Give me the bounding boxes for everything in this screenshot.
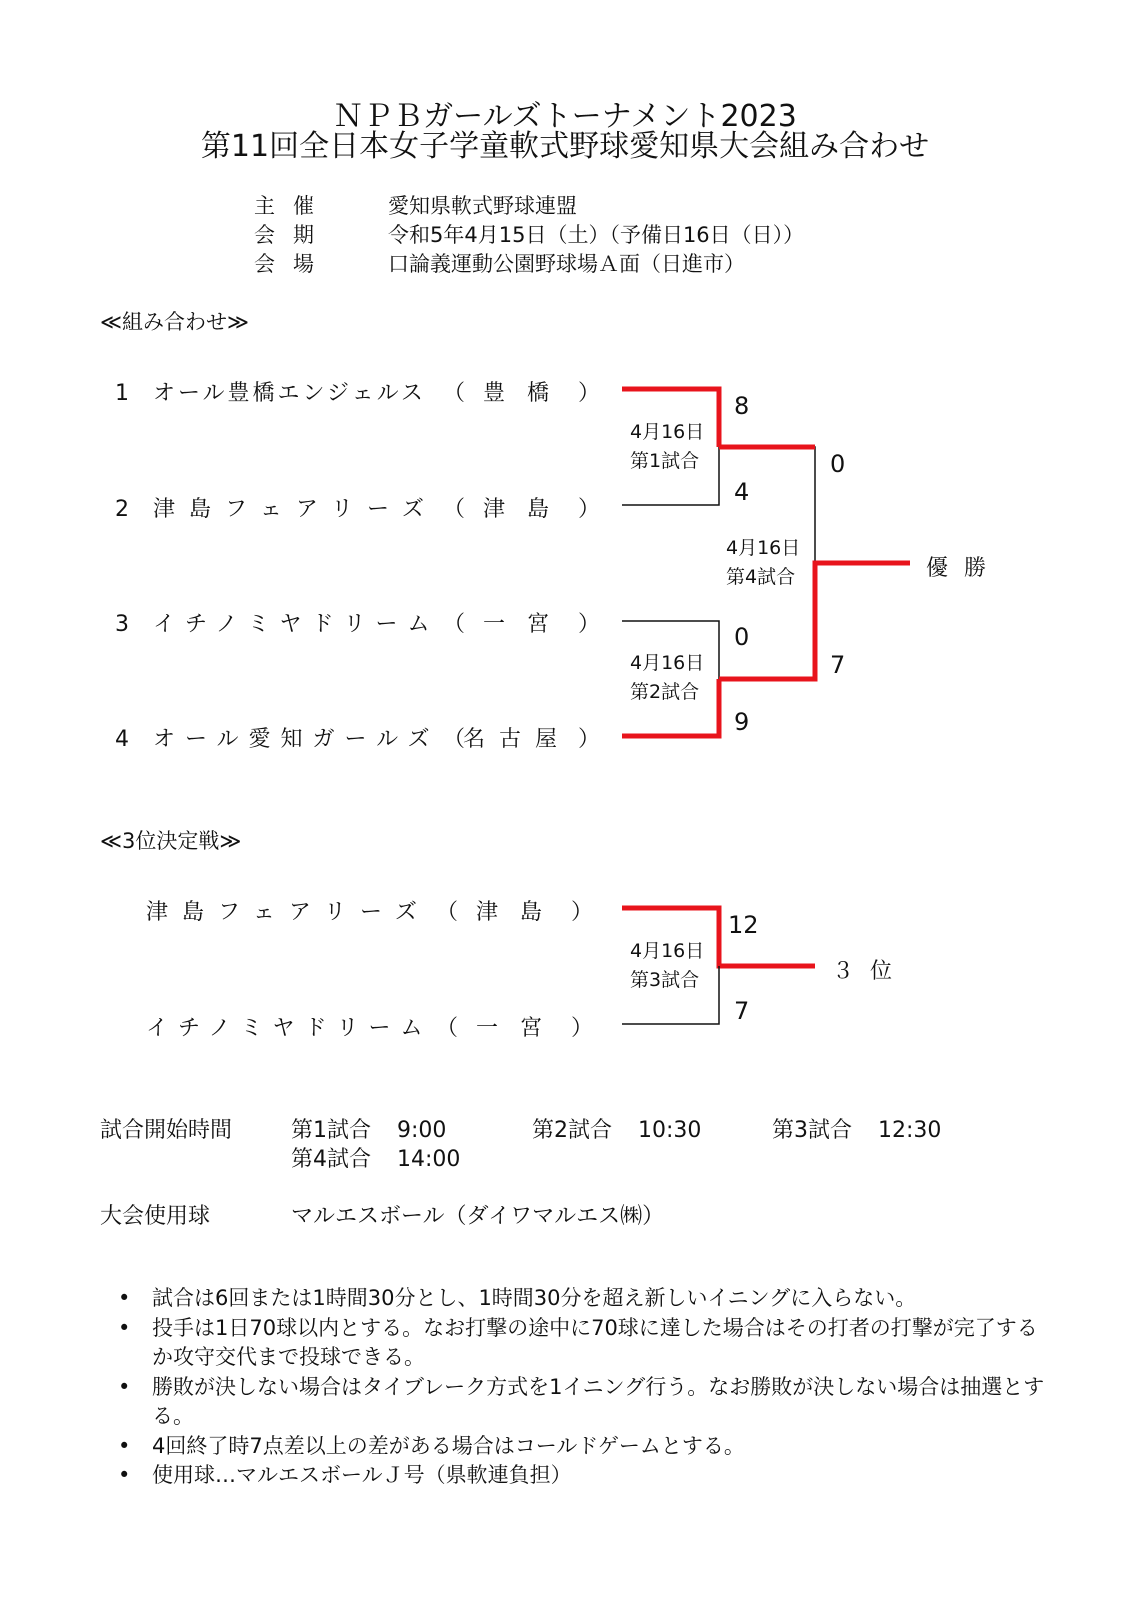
match3-score-top: 12 [728, 911, 759, 939]
team-city: 一 宮 [475, 1016, 542, 1041]
team-row-2: 2 津島フェアリーズ （ 津 島 ） [110, 492, 609, 523]
schedule-game-name: 第1試合 [291, 1118, 371, 1143]
info-label-organizer: 主催 [254, 194, 332, 218]
schedule-game-name: 第2試合 [532, 1118, 612, 1143]
schedule-game-time: 14:00 [397, 1147, 461, 1172]
rule-item: • 使用球…マルエスボールＪ号（県軟連負担） [118, 1461, 1048, 1491]
info-label-dates: 会期 [254, 223, 332, 247]
team-no: 1 [115, 381, 129, 406]
match2-label [630, 649, 704, 707]
team-row-1: 1 オール豊橋エンジェルス （ 豊 橋 ） [110, 376, 609, 407]
schedule-game-time: 10:30 [638, 1118, 702, 1143]
match3-label [630, 937, 704, 995]
match3-date: 4月16日 [630, 940, 705, 962]
schedule-game-time: 9:00 [397, 1118, 447, 1143]
ball-value: マルエスボール（ダイワマルエス㈱） [291, 1204, 665, 1229]
schedule-game-1 [291, 1113, 446, 1144]
rule-item: • 4回終了時7点差以上の差がある場合はコールドゲームとする。 [118, 1432, 1048, 1462]
team-row-3: 3 イチノミヤドリーム （ 一 宮 ） [110, 607, 609, 638]
match3-name: 第3試合 [630, 969, 700, 991]
match2-score-top: 0 [734, 623, 750, 651]
title-line-1: ＮＰＢガールズトーナメント2023 [333, 99, 797, 134]
match4-date: 4月16日 [726, 537, 801, 559]
ball-label: 大会使用球 [100, 1204, 211, 1229]
match1-label [630, 418, 704, 476]
rule-item: • 試合は6回または1時間30分とし、1時間30分を超え新しいイニングに入らない。 [118, 1284, 1048, 1314]
match4-name: 第4試合 [726, 566, 796, 588]
bracket-section-title: ≪組み合わせ≫ [100, 310, 249, 334]
team-city: 一 宮 [482, 612, 549, 637]
team-city: 津 島 [482, 497, 549, 522]
team-name: イチノミヤドリーム [146, 1016, 433, 1041]
team-row-4: 4 オール愛知ガールズ （名古屋 ） [110, 722, 609, 753]
schedule-game-4 [291, 1142, 460, 1173]
third-place-label: ３位 [832, 959, 909, 984]
info-value-venue: 口論義運動公園野球場Ａ面（日進市） [388, 252, 745, 276]
match1-score-bottom: 4 [734, 478, 750, 506]
info-label-venue: 会場 [254, 252, 332, 276]
info-value-dates: 令和5年4月15日（土）（予備日16日（日）） [388, 223, 805, 247]
team-no: 3 [115, 612, 129, 637]
team-city: 名古屋 [463, 727, 572, 752]
schedule-game-time: 12:30 [878, 1118, 942, 1143]
rule-item: • 投手は1日70球以内とする。なお打撃の途中に70球に達した場合はその打者の打撃が完了するか攻守交代まで投球できる。 [118, 1314, 1048, 1373]
team-name: オール愛知ガールズ [153, 727, 440, 752]
rule-item: • 勝敗が決しない場合はタイブレーク方式を1イニング行う。なお勝敗が決しない場合は抽選とする。 [118, 1373, 1048, 1432]
match2-score-bottom: 9 [734, 708, 750, 736]
team-city: 津 島 [475, 900, 542, 925]
schedule-game-2 [532, 1113, 701, 1144]
schedule-game-name: 第3試合 [772, 1118, 852, 1143]
match1-name: 第1試合 [630, 450, 700, 472]
match4-label [726, 534, 800, 592]
team-no: 2 [115, 497, 129, 522]
match1-score-top: 8 [734, 392, 750, 420]
match4-score-bottom: 7 [830, 651, 846, 679]
match3-score-bottom: 7 [734, 997, 750, 1025]
champion-label: 優勝 [926, 556, 1003, 581]
team-no: 4 [115, 727, 129, 752]
match4-score-top: 0 [830, 450, 846, 478]
team-name: 津島フェアリーズ [146, 900, 431, 925]
title-line-2: 第11回全日本女子学童軟式野球愛知県大会組み合わせ [200, 129, 930, 164]
team-name: 津島フェアリーズ [153, 497, 438, 522]
team-name: イチノミヤドリーム [153, 612, 440, 637]
schedule-game-3 [772, 1113, 941, 1144]
info-value-organizer: 愛知県軟式野球連盟 [388, 194, 577, 218]
team-name: オール豊橋エンジェルス [153, 381, 426, 406]
third-section-title: ≪3位決定戦≫ [100, 829, 242, 853]
match1-date: 4月16日 [630, 421, 705, 443]
schedule-label: 試合開始時間 [100, 1118, 233, 1143]
third-team-row-2: イチノミヤドリーム （ 一 宮 ） [134, 1011, 602, 1042]
third-team-row-1: 津島フェアリーズ （ 津 島 ） [134, 895, 602, 926]
match2-name: 第2試合 [630, 681, 700, 703]
schedule-game-name: 第4試合 [291, 1147, 371, 1172]
team-city: 豊 橋 [482, 381, 549, 406]
match2-date: 4月16日 [630, 652, 705, 674]
rules-list [118, 1284, 1048, 1491]
